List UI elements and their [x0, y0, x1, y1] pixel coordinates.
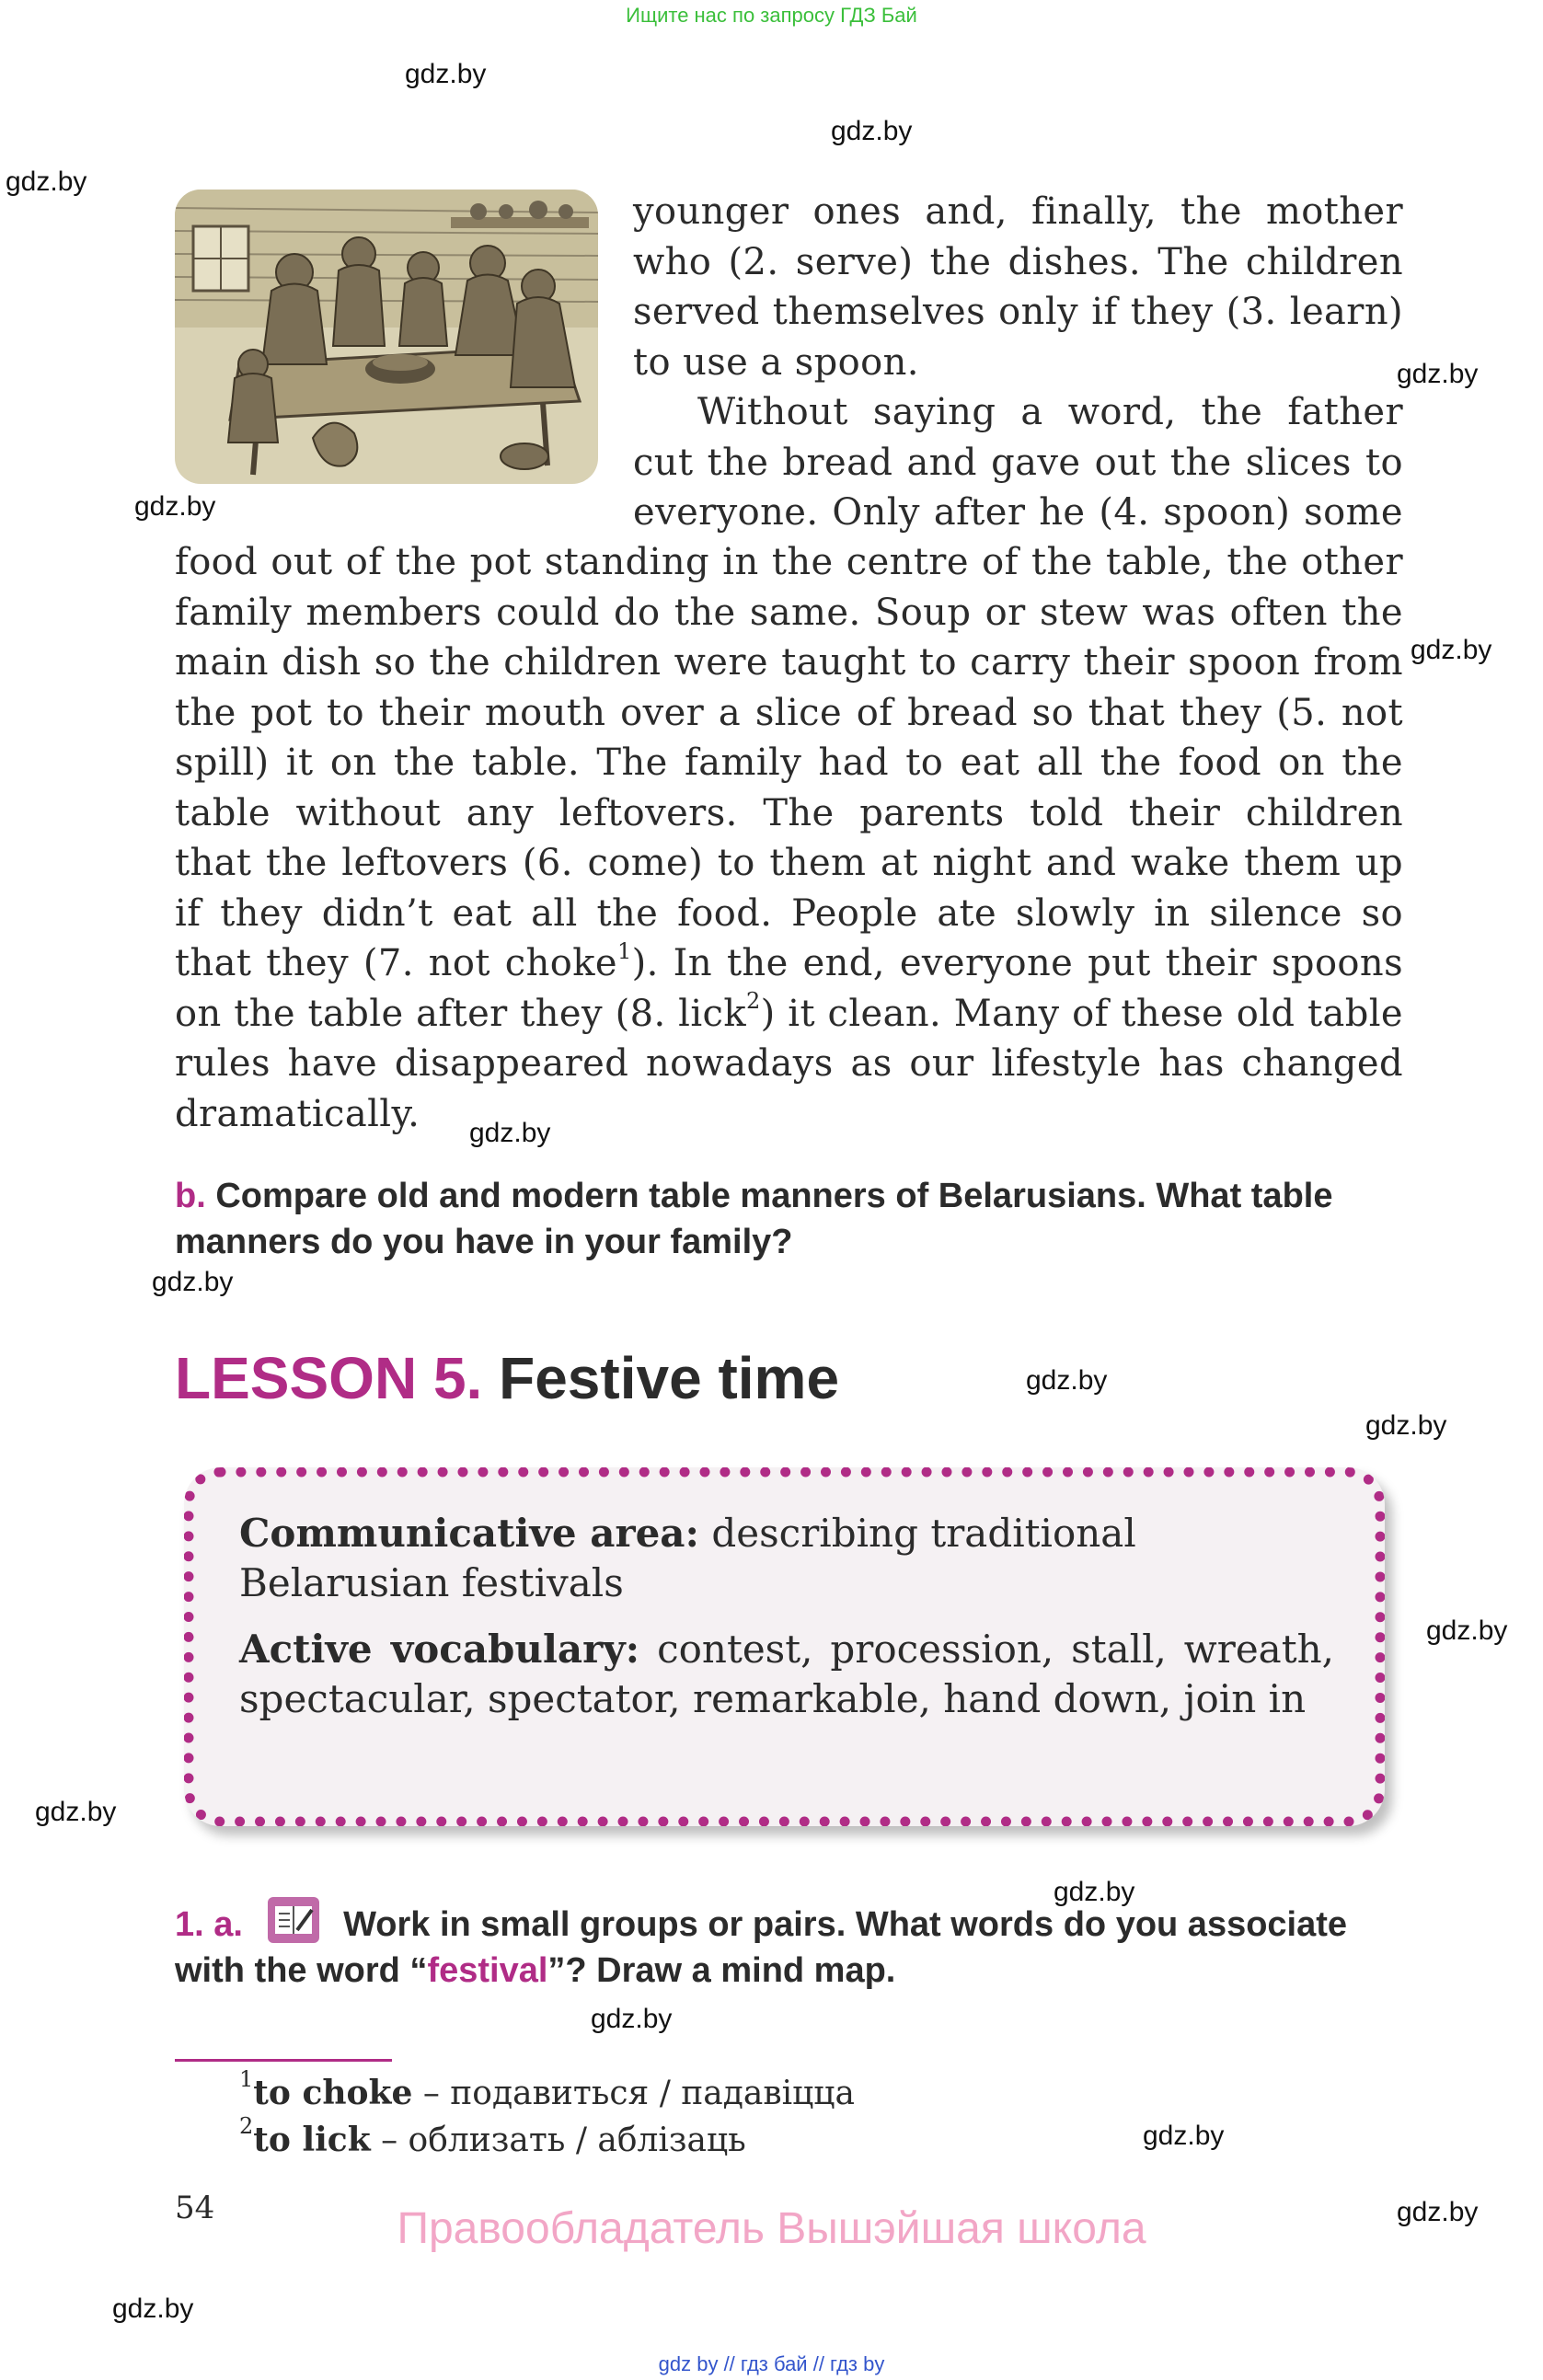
copyright-notice: Правообладатель Вышэйшая школа — [397, 2204, 1146, 2253]
watermark: gdz.by — [134, 491, 216, 522]
footnote-term: to choke — [253, 2074, 413, 2112]
task-label: 1. a. — [175, 1905, 243, 1944]
footnote-mark: 1 — [616, 937, 632, 964]
story-line: everyone. Only after he (4. spoon) some — [633, 491, 1403, 534]
story-line: table without any leftovers. The parents told their children — [175, 791, 1403, 834]
story-line: family members could do the same. Soup or stew was often the — [175, 591, 1403, 634]
footnote-translation: – облизать / аблізаць — [370, 2121, 746, 2159]
watermark: gdz.by — [1426, 1615, 1508, 1646]
story-text-body — [175, 537, 1403, 1139]
task-b — [175, 1173, 1401, 1265]
active-vocabulary-text: contest, procession, stall, wreath, spectacular, spectator, remarkable, hand down, join in — [239, 1627, 1334, 1721]
story-line: Without saying a word, the father — [697, 391, 1403, 433]
story-line — [175, 938, 1403, 989]
story-line: if they didn’t eat all the food. People ate slowly in silence so — [175, 891, 1403, 935]
watermark: gdz.by — [112, 2294, 194, 2324]
watermark: gdz.by — [35, 1797, 117, 1827]
watermark: gdz.by — [1054, 1877, 1135, 1907]
family-dinner-illustration — [175, 190, 598, 484]
lesson-title — [175, 1341, 839, 1415]
story-line: rules have disappeared nowadays as our lifestyle has changed — [175, 1042, 1403, 1085]
bottom-links[interactable]: gdz by // гдз бай // гдз by — [658, 2352, 885, 2375]
lesson-number: LESSON 5. — [175, 1345, 483, 1411]
story-line: the pot to their mouth over a slice of bread so that they (5. not — [175, 691, 1403, 734]
footnote — [239, 2066, 1067, 2117]
story-line: cut the bread and gave out the slices to — [633, 441, 1403, 484]
footnote-mark: 2 — [746, 988, 761, 1015]
watermark: gdz.by — [1397, 2197, 1479, 2227]
watermark: gdz.by — [152, 1267, 234, 1297]
task-label: b. — [175, 1177, 206, 1215]
story-line: to use a spoon. — [633, 340, 919, 384]
watermark: gdz.by — [1026, 1365, 1108, 1396]
footnote — [239, 2113, 1067, 2164]
watermark: gdz.by — [1411, 635, 1492, 665]
watermark: gdz.by — [1143, 2121, 1225, 2151]
story-fragment: ). In the end, everyone put their spoons — [631, 942, 1403, 984]
footnote-mark: 1 — [239, 2066, 254, 2092]
page-number: 54 — [175, 2190, 215, 2226]
story-line — [175, 989, 1403, 1040]
watermark: gdz.by — [591, 2004, 673, 2034]
footnote-translation: – подавиться / падавіцца — [412, 2075, 855, 2112]
story-line: who (2. serve) the dishes. The children — [633, 240, 1403, 283]
communicative-area-text: describing traditional Belarusian festivals — [239, 1511, 1136, 1605]
watermark: gdz.by — [1397, 359, 1479, 389]
watermark: gdz.by — [1365, 1410, 1447, 1441]
task-text: Compare old and modern table manners of Belarusians. What table manners do you have in your family? — [175, 1177, 1333, 1261]
story-line: main dish so the children were taught to carry their spoon from — [175, 641, 1403, 684]
footnotes — [239, 2066, 1067, 2164]
story-line: food out of the pot standing in the centre of the table, the other — [175, 541, 1403, 583]
task-text: Work in small groups or pairs. What words do you associate with the word “ — [175, 1905, 1348, 1990]
search-note: Ищите нас по запросу ГДЗ Бай — [626, 4, 917, 27]
footnote-mark: 2 — [239, 2113, 254, 2139]
story-line: that the leftovers (6. come) to them at night and wake them up — [175, 842, 1403, 884]
active-vocabulary — [239, 1625, 1334, 1724]
story-line: served themselves only if they (3. learn) — [633, 291, 1403, 333]
story-line: spill) it on the table. The family had to eat all the food on the — [175, 742, 1403, 784]
objectives-text — [239, 1509, 1334, 1724]
watermark: gdz.by — [6, 167, 87, 197]
watermark: gdz.by — [831, 116, 913, 146]
task-text: ”? Draw a mind map. — [547, 1951, 896, 1990]
footnote-term: to lick — [253, 2121, 371, 2159]
book-pencil-icon — [266, 1895, 321, 1945]
story-fragment: on the table after they (8. lick — [175, 992, 746, 1035]
story-fragment: ) it clean. Many of these old table — [760, 992, 1403, 1035]
communicative-area-label: Communicative area: — [239, 1511, 700, 1556]
watermark: gdz.by — [405, 59, 487, 89]
watermark: gdz.by — [469, 1118, 551, 1148]
task-1a — [175, 1895, 1401, 1994]
footnote-divider — [175, 2059, 392, 2062]
active-vocabulary-label: Active vocabulary: — [239, 1627, 640, 1672]
story-fragment: that they (7. not choke — [175, 942, 617, 984]
story-text-top — [633, 187, 1403, 538]
keyword: festival — [427, 1951, 548, 1990]
communicative-area — [239, 1509, 1334, 1608]
story-line: dramatically. — [175, 1092, 420, 1135]
story-line: younger ones and, finally, the mother — [633, 190, 1403, 233]
lesson-name: Festive time — [499, 1345, 840, 1411]
